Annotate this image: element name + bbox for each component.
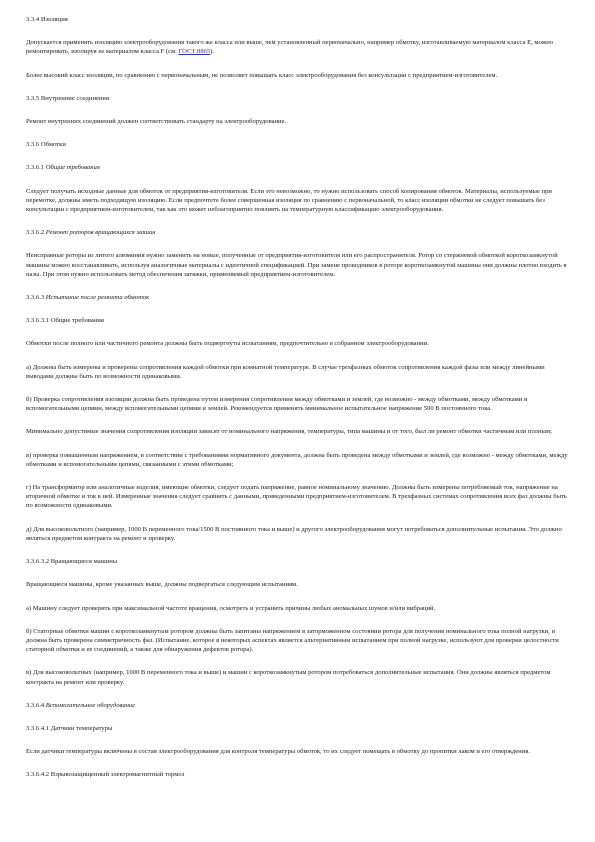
section-title: Обмотки xyxy=(40,141,66,149)
section-number: 3.3.6.2 xyxy=(26,229,45,237)
section-heading-3-3-6-3-2 xyxy=(26,557,571,566)
section-heading-3-3-6-1 xyxy=(26,163,571,172)
section-title: Взрывозащищенный электромагнитный тормоз xyxy=(50,771,185,779)
section-title: Изоляция xyxy=(40,16,68,23)
section-number: 3.3.6 xyxy=(26,141,40,149)
paragraph-insulation-upgrade: Более высокий класс изоляции, по сравнению с первоначальным, не позволяет повышать класс электрооборудования без консультации с предприятием-изготовителем. xyxy=(26,71,498,79)
list-item-b-insulation: б) Проверка сопротивления изоляции должна быть проведена путем измерения сопротивления между обмотками и землей, где возможно - между обмотками, между обмотками и вспомогательными цепями, между вспомогательными цепями и землей. Рекомендуется применять минимальное испытательное напряжение 500 В постоянного тока. xyxy=(26,396,528,413)
paragraph-test-intro: Обмотки после полного или частичного ремонта должны быть подвергнуты испытаниям, предпочтительно в собранном электрооборудовании. xyxy=(26,340,429,348)
section-number: 3.3.6.4.1 xyxy=(26,724,50,732)
section-title: Датчики температуры xyxy=(50,724,113,732)
paragraph-insulation-class xyxy=(26,38,571,56)
section-number: 3.3.6.1 xyxy=(26,164,45,172)
paragraph-internal-connections: Ремонт внутренних соединений должен соответствовать стандарту на электрооборудование. xyxy=(26,118,287,126)
list-item-d-additional-tests: д) Для высоковольтного (например, 1000 В переменного тока/1500 В постоянного тока и выше) и другого электрооборудования могут потребоваться дополнительные испытания. Это должно являться предметом контракта на ремонт и проверку. xyxy=(26,525,562,542)
paragraph-rotating-intro: Вращающиеся машины, кроме указанных выше, должны подвергаться следующим испытаниям. xyxy=(26,581,298,589)
list-item-v-high-voltage: в) проверка повышенным напряжением, в соответствии с требованиями нормативного документа, должна быть проведена между обмотками и землей, где возможно - между обмотками, между обмотками и вспомогательными цепями, связанными с этими обмотками; xyxy=(26,451,568,468)
list-item-a-resistance: а) Должны быть измерены и проверены сопротивления каждой обмотки при комнатной температуре. В случае трехфазных обмоток сопротивления каждой фазы или между линейными выводами должны быть по возможности одинаковыми. xyxy=(26,363,545,380)
section-title: Испытание после ремонта обмоток xyxy=(45,294,150,302)
list-item-a-max-speed: а) Машину следует проверить при максимальной частоте вращения, осмотреть и устранить причины любых аномальных шумов и/или вибраций. xyxy=(26,604,436,612)
section-title: Внутренние соединения xyxy=(40,94,109,102)
section-number: 3.3.5 xyxy=(26,94,40,102)
section-title: Вращающиеся машины xyxy=(50,558,118,566)
paragraph-min-insulation: Минимально допустимые значения сопротивления изоляции зависят от номинального напряжения, температуры, типа машины и от того, был ли ремонт обмотки частичным или полным; xyxy=(26,428,552,436)
list-item-b-stator: б) Статорные обмотки машин с короткозамкнутым ротором должны быть запитаны напряжением в заторможенном состоянии ротора для получения номинального тока полной нагрузки, и должна быть проверена симметричность фаз. (Испытание, которое в некоторых аспектах является альтернативным испытанием при полной нагрузке, используют для проверки целостности статорной обмотки и ее соединений, а также для обнаружения дефектов ротора). xyxy=(26,627,559,654)
section-title: Общие требования xyxy=(45,164,100,172)
paragraph-winding-general: Следует получать исходные данные для обмоток от предприятия-изготовителя. Если это невозможно, то нужно использовать способ копирования обмоток. Материалы, используемые при перемотке, должны иметь подходящую изоляцию. Если предпочтете более совершенная изоляция по сравнению с первоначальной, то класс изоляции обмотки не следует повышать без консультации с предприятием-изготовителем, так как это может неблагоприятно повлиять на температурную классификацию электрооборудования. xyxy=(26,187,552,214)
section-number: 3.3.6.3.1 xyxy=(26,317,50,325)
section-title: Ремонт роторов вращающихся машин xyxy=(45,229,156,237)
list-item-v-hv-machines: в) Для высоковольтных (например, 1000 В переменного тока и выше) и машин с короткозамкнутым ротором потребоваться дополнительные испытания. Они должны являться предметом контракта на ремонт или проверку. xyxy=(26,669,551,686)
section-title: Общие требования xyxy=(50,317,104,325)
section-number: 3.3.6.3 xyxy=(26,294,45,302)
document-body xyxy=(26,15,571,794)
section-heading-3-3-5 xyxy=(26,94,571,103)
section-heading-3-3-6 xyxy=(26,140,571,149)
section-number: 3.3.6.3.2 xyxy=(26,558,50,566)
section-number: 3.3.6.4.2 xyxy=(26,771,50,779)
section-heading-3-3-6-4-2 xyxy=(26,770,571,779)
section-heading-3-3-6-2 xyxy=(26,228,571,237)
paragraph-rotor-repair: Неисправные роторы из литого алюминия нужно заменить на новые, полученные от предприятия-изготовителя или его распространителя. Ротор со стержневой обмоткой короткозамкнутой машины можно восстанавливать, используя аналогичные материалы с идентичной спецификацией. При замене проводников в роторе короткозамкнутой машины они должны плотно входить в пазы. При этом нужно использовать метод обеспечения затяжки, применяемый предприятием-изготовителем. xyxy=(26,252,567,278)
section-number: 3.3.6.4 xyxy=(26,701,45,709)
section-number: 3.3.4 xyxy=(26,16,40,23)
list-item-g-transformer: г) На трансформатор или аналогичные изделия, имеющие обмотки, следует подать напряжение, равное номинальному значению. Должны быть измерены потребляемый ток, напряжение на вторичной обмотке и ток в ней. Измеренные значения следует сравнить с данными, приведенными предприятием-изготовителем. В трехфазных системах сопротивления всех фаз должны быть по возможности одинаковыми. xyxy=(26,484,567,510)
section-heading-3-3-6-3 xyxy=(26,293,571,302)
section-title: Вспомогательное оборудование xyxy=(45,701,136,709)
section-heading-3-3-6-4-1 xyxy=(26,724,571,733)
section-heading-3-3-6-3-1 xyxy=(26,316,571,325)
paragraph-text-end: ). xyxy=(210,48,215,56)
section-heading-3-3-4 xyxy=(26,15,571,24)
paragraph-temp-sensors: Если датчики температуры включены в состав электрооборудования для контроля температуры обмоток, то их следует помещать в обмотку до пропитки лаком и его отверждения. xyxy=(26,748,530,756)
section-heading-3-3-6-4 xyxy=(26,701,571,710)
paragraph-text: Допускается применять изоляцию электрооборудования такого же класса или выше, чем установленный первоначально, например обмотку, изготавливаемую материалом класса Е, можно ремонтировать, изолируя ее материалом класса F (см. xyxy=(26,39,554,56)
gost-8865-link[interactable]: ГОСТ 8865 xyxy=(178,48,211,56)
